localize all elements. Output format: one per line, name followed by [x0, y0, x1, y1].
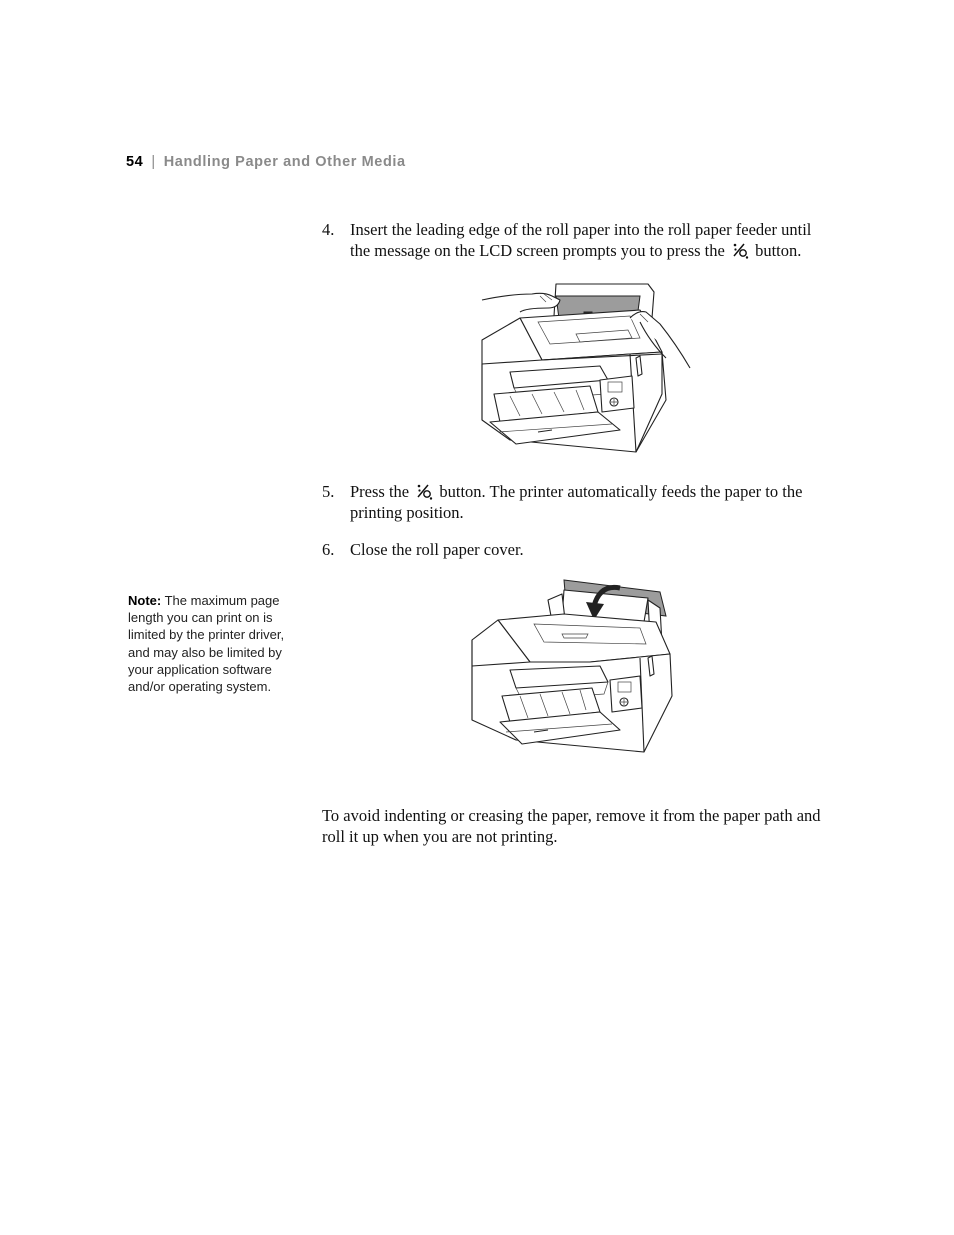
paper-feed-icon	[731, 242, 749, 259]
step-text-after-icon: button.	[755, 241, 802, 260]
step-text-after-icon: button. The printer automatically feeds the paper to the printing position.	[350, 482, 803, 522]
step-text-before-icon: Press the	[350, 482, 410, 501]
step-text	[350, 219, 832, 261]
printer-loading-illustration	[480, 282, 695, 459]
step-number: 4.	[322, 220, 335, 239]
margin-note	[128, 592, 298, 695]
step-number: 6.	[322, 540, 335, 559]
step-5	[322, 481, 832, 523]
closing-paragraph: To avoid indenting or creasing the paper, remove it from the paper path and roll it up when you are not printing.	[322, 806, 821, 846]
printer-closing-cover-illustration	[470, 578, 680, 756]
note-text: The maximum page length you can print on is limited by the printer driver, and may also be limited by your application software and/or operating system.	[128, 593, 285, 695]
paper-feed-icon	[415, 483, 433, 500]
step-4	[322, 219, 832, 261]
header-separator: |	[151, 154, 156, 170]
step-6	[322, 539, 832, 560]
note-label: Note:	[128, 593, 162, 608]
section-title: Handling Paper and Other Media	[163, 154, 406, 170]
step-text: Close the roll paper cover.	[350, 540, 524, 559]
step-text-before-icon: Insert the leading edge of the roll paper into the roll paper feeder until the message on the LCD screen prompts you to press the	[350, 220, 812, 260]
step-text	[350, 481, 832, 523]
page-number: 54	[126, 154, 144, 170]
running-head	[126, 154, 406, 170]
step-number: 5.	[322, 482, 335, 501]
